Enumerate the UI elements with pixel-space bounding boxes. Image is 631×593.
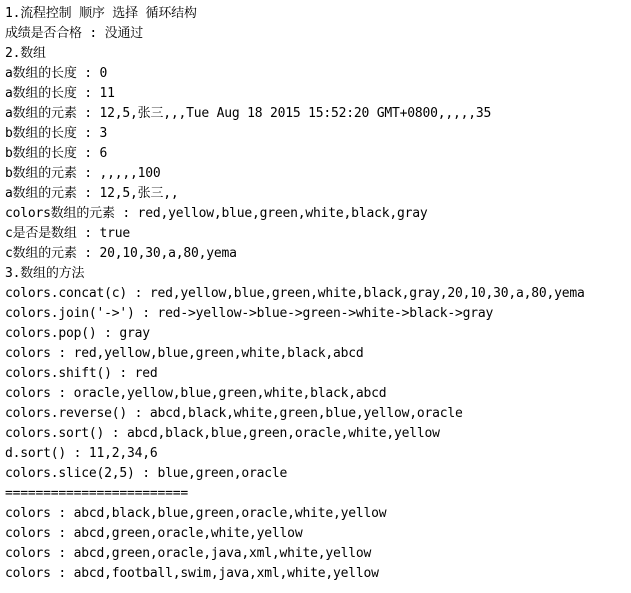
section-heading-arrays: 2.数组 bbox=[5, 46, 46, 61]
output-line-shift: colors.shift() : red bbox=[5, 366, 158, 381]
output-line-a-length-extended: a数组的长度 : 11 bbox=[5, 86, 115, 101]
output-line-splice-1: colors : abcd,black,blue,green,oracle,white,yellow bbox=[5, 506, 387, 521]
console-output bbox=[5, 4, 627, 584]
section-heading-array-methods: 3.数组的方法 bbox=[5, 266, 85, 281]
output-line-pop: colors.pop() : gray bbox=[5, 326, 150, 341]
output-line-join: colors.join('->') : red->yellow->blue->green->white->black->gray bbox=[5, 306, 494, 321]
output-line-b-length-extended: b数组的长度 : 6 bbox=[5, 146, 108, 161]
output-line-c-is-array: c是否是数组 : true bbox=[5, 226, 131, 241]
output-line-colors-after-unshift: colors : oracle,yellow,blue,green,white,black,abcd bbox=[5, 386, 387, 401]
output-line-b-length-initial: b数组的长度 : 3 bbox=[5, 126, 108, 141]
output-line-slice: colors.slice(2,5) : blue,green,oracle bbox=[5, 466, 288, 481]
output-line-d-sort: d.sort() : 11,2,34,6 bbox=[5, 446, 158, 461]
output-line-concat: colors.concat(c) : red,yellow,blue,green,white,black,gray,20,10,30,a,80,yema bbox=[5, 286, 585, 301]
output-line-a-length-initial: a数组的长度 : 0 bbox=[5, 66, 108, 81]
output-line-splice-2: colors : abcd,green,oracle,white,yellow bbox=[5, 526, 303, 541]
output-line-a-elements: a数组的元素 : 12,5,张三,,,Tue Aug 18 2015 15:52:20 GMT+0800,,,,,35 bbox=[5, 106, 492, 121]
output-line-a-elements-truncated: a数组的元素 : 12,5,张三,, bbox=[5, 186, 179, 201]
output-line-sort: colors.sort() : abcd,black,blue,green,oracle,white,yellow bbox=[5, 426, 440, 441]
output-line-c-elements: c数组的元素 : 20,10,30,a,80,yema bbox=[5, 246, 237, 261]
output-line-splice-4: colors : abcd,football,swim,java,xml,white,yellow bbox=[5, 566, 379, 581]
output-line-colors-elements: colors数组的元素 : red,yellow,blue,green,white,black,gray bbox=[5, 206, 428, 221]
output-line-reverse: colors.reverse() : abcd,black,white,green,blue,yellow,oracle bbox=[5, 406, 463, 421]
separator-line: ======================== bbox=[5, 486, 189, 501]
output-line-grade-result: 成绩是否合格 : 没通过 bbox=[5, 26, 144, 41]
output-line-splice-3: colors : abcd,green,oracle,java,xml,white,yellow bbox=[5, 546, 372, 561]
output-line-colors-after-push: colors : red,yellow,blue,green,white,black,abcd bbox=[5, 346, 364, 361]
output-line-b-elements: b数组的元素 : ,,,,,100 bbox=[5, 166, 161, 181]
section-heading-control-flow: 1.流程控制 顺序 选择 循环结构 bbox=[5, 6, 197, 21]
